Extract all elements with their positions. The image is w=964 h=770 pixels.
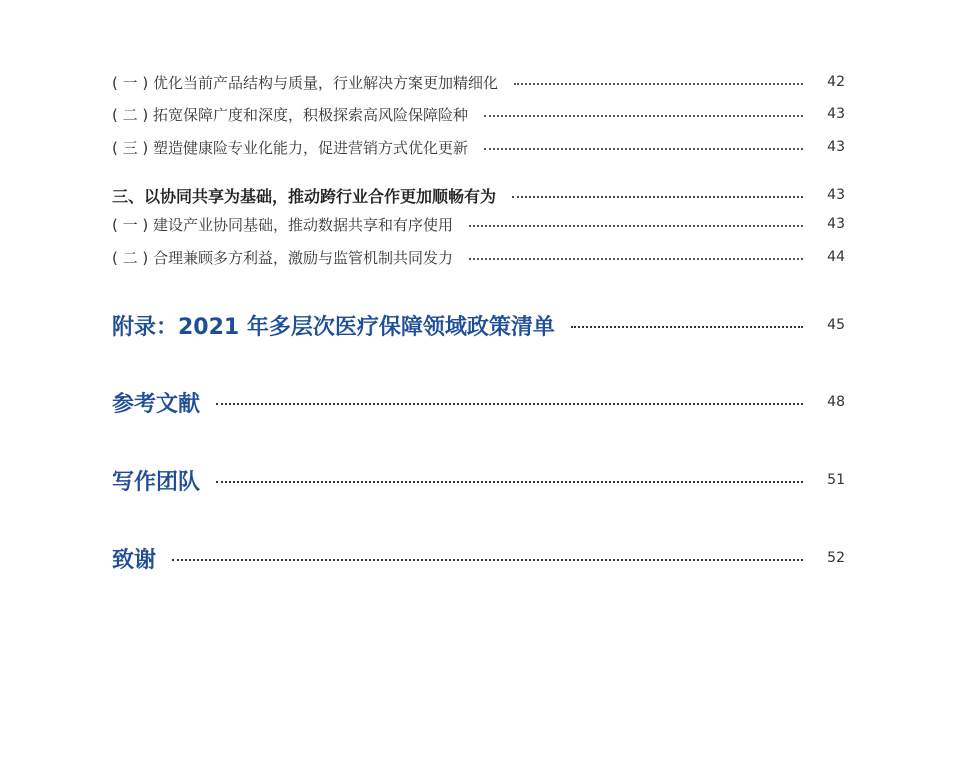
- toc-entry[interactable]: [112, 136, 845, 158]
- toc-page-number: 43: [827, 106, 845, 122]
- toc-entry-title: ( 一 ) 优化当前产品结构与质量，行业解决方案更加精细化: [112, 73, 499, 92]
- toc-page-number: 43: [827, 139, 845, 155]
- toc-page-number: 43: [827, 216, 845, 232]
- toc-major-entry[interactable]: [112, 465, 845, 495]
- dot-leader: [469, 258, 803, 260]
- toc-entry-title: 参考文献: [112, 391, 201, 417]
- toc-page-number: 45: [827, 317, 845, 333]
- toc-page-number: 48: [827, 394, 845, 410]
- dot-leader: [512, 196, 803, 198]
- toc-page-number: 51: [827, 472, 845, 488]
- toc-entry-title: 附录：2021 年多层次医疗保障领域政策清单: [112, 314, 555, 340]
- toc-page-number: 43: [827, 187, 845, 203]
- toc-page-number: 42: [827, 74, 845, 90]
- dot-leader: [484, 148, 803, 150]
- dot-leader: [469, 225, 803, 227]
- toc-page-number: 52: [827, 550, 845, 566]
- toc-entry[interactable]: [112, 246, 845, 268]
- toc-entry[interactable]: [112, 103, 845, 125]
- dot-leader: [571, 326, 803, 328]
- toc-entry-title: ( 三 ) 塑造健康险专业化能力，促进营销方式优化更新: [112, 138, 469, 157]
- toc-entry[interactable]: [112, 71, 845, 93]
- toc-section-entry[interactable]: [112, 183, 845, 207]
- toc-entry-title: ( 二 ) 合理兼顾多方利益，激励与监管机制共同发力: [112, 248, 454, 267]
- toc-page-number: 44: [827, 249, 845, 265]
- toc-entry-title: 致谢: [112, 547, 157, 573]
- toc-entry-title: ( 一 ) 建设产业协同基础，推动数据共享和有序使用: [112, 215, 454, 234]
- toc-major-entry[interactable]: [112, 310, 845, 340]
- toc-entry[interactable]: [112, 213, 845, 235]
- dot-leader: [514, 83, 803, 85]
- toc-major-entry[interactable]: [112, 543, 845, 573]
- dot-leader: [172, 559, 803, 561]
- toc-entry-title: 写作团队: [112, 469, 201, 495]
- dot-leader: [216, 403, 803, 405]
- toc-entry-title: ( 二 ) 拓宽保障广度和深度，积极探索高风险保障险种: [112, 105, 469, 124]
- toc-major-entry[interactable]: [112, 387, 845, 417]
- toc-entry-title: 三、以协同共享为基础，推动跨行业合作更加顺畅有为: [112, 186, 497, 206]
- dot-leader: [216, 481, 803, 483]
- dot-leader: [484, 115, 803, 117]
